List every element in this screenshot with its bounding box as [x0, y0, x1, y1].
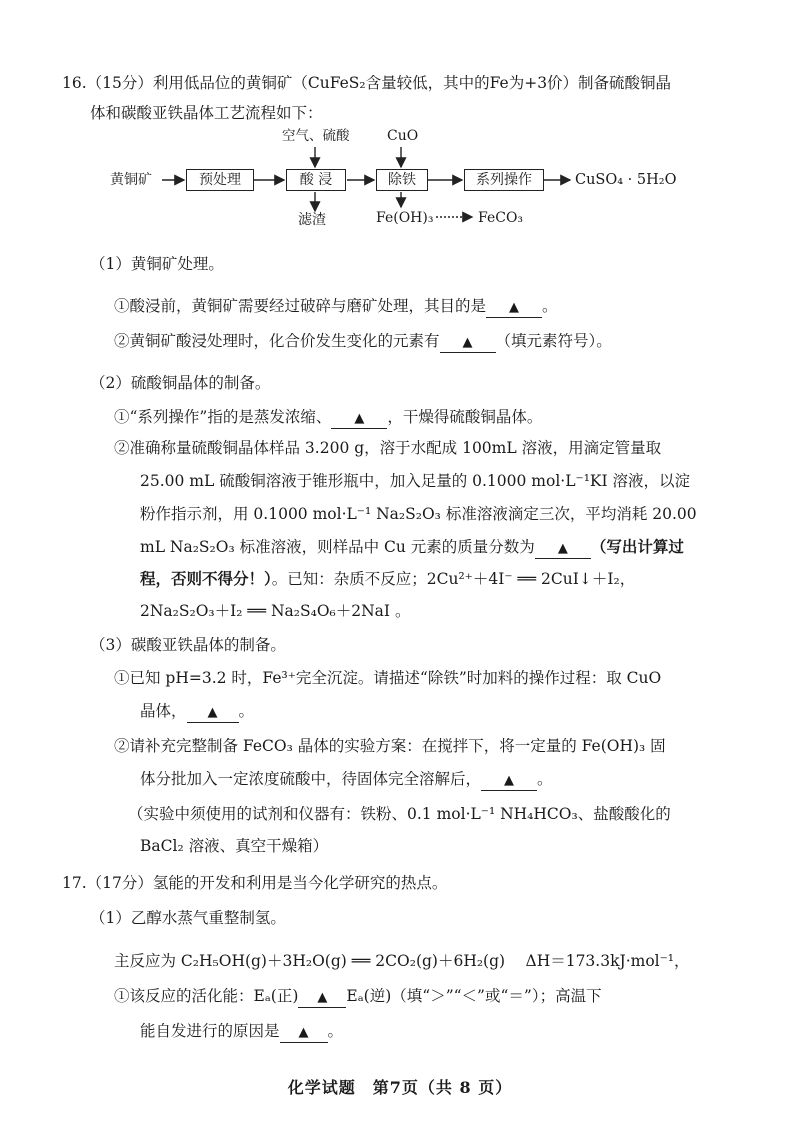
- flow-top-cuo: CuO: [387, 128, 419, 144]
- flow-step-pretreatment: 预处理: [186, 169, 254, 191]
- q16-part1-title: （1）黄铜矿处理。: [90, 255, 224, 273]
- answer-blank[interactable]: ▲: [280, 1022, 328, 1043]
- flow-product: CuSO₄ · 5H₂O: [575, 172, 677, 188]
- flow-bottom-residue: 滤渣: [298, 212, 326, 228]
- answer-blank[interactable]: ▲: [187, 702, 239, 723]
- q16-part3-sub1-line1: ①已知 pH=3.2 时，Fe³⁺完全沉淀。请描述“除铁”时加料的操作过程：取 CuO: [114, 669, 662, 687]
- q17-header: 17.（17分）氢能的开发和利用是当今化学研究的热点。: [62, 874, 448, 892]
- q16-part3-title: （3）碳酸亚铁晶体的制备。: [90, 636, 286, 654]
- flow-step-iron-removal: 除铁: [376, 169, 428, 191]
- flow-top-air-acid: 空气、硫酸: [282, 128, 350, 144]
- q16-note-line1: （实验中须使用的试剂和仪器有：铁粉、0.1 mol·L⁻¹ NH₄HCO₃、盐酸酸化的: [128, 805, 671, 823]
- q16-part2-sub2-line1: ②准确称量硫酸铜晶体样品 3.200 g，溶于水配成 100mL 溶液，用滴定管量取: [114, 439, 662, 457]
- q16-note-line2: BaCl₂ 溶液、真空干燥箱）: [140, 837, 329, 855]
- flow-step-series-operation: 系列操作: [464, 169, 544, 191]
- q16-part2-sub2-line4: mL Na₂S₂O₃ 标准溶液，则样品中 Cu 元素的质量分数为 ▲ （写出计算过: [140, 536, 684, 559]
- q16-part3-sub2-line1: ②请补充完整制备 FeCO₃ 晶体的实验方案：在搅拌下，将一定量的 Fe(OH)₃ 固: [114, 737, 666, 755]
- q16-header-line2: 体和碳酸亚铁晶体工艺流程如下：: [90, 104, 323, 122]
- q17-part1-sub1-line1: ①该反应的活化能：Eₐ(正) ▲ Eₐ(逆)（填“＞”“＜”或“＝”）；高温下: [114, 985, 602, 1008]
- q16-part1-sub2: ②黄铜矿酸浸处理时，化合价发生变化的元素有 ▲ （填元素符号）。: [114, 330, 612, 353]
- q16-header: 16.（15分）利用低品位的黄铜矿（CuFeS₂含量较低，其中的Fe为+3价）制备硫酸铜晶: [62, 74, 672, 92]
- answer-blank[interactable]: ▲: [486, 297, 542, 318]
- q16-part2-sub2-line5: 程，否则不得分！）。已知：杂质不反应；2Cu²⁺＋4I⁻ ══ 2CuI↓＋I₂，: [140, 569, 636, 588]
- answer-blank[interactable]: ▲: [331, 408, 387, 429]
- process-flow-diagram: [110, 127, 680, 227]
- q16-part1-sub1: ①酸浸前，黄铜矿需要经过破碎与磨矿处理，其目的是 ▲ 。: [114, 295, 558, 318]
- q16-part2-sub2-line3: 粉作指示剂，用 0.1000 mol·L⁻¹ Na₂S₂O₃ 标准溶液滴定三次，平均消耗 20.00: [140, 505, 697, 523]
- answer-blank[interactable]: ▲: [535, 538, 591, 559]
- flow-bottom-feco3: FeCO₃: [478, 210, 524, 226]
- q17-reaction: 主反应为 C₂H₅OH(g)＋3H₂O(g) ══ 2CO₂(g)＋6H₂(g) ΔH＝173.3kJ·mol⁻¹，: [114, 952, 690, 970]
- flow-bottom-feoh3: Fe(OH)₃: [376, 210, 434, 226]
- answer-blank[interactable]: ▲: [481, 770, 537, 791]
- q16-part2-sub2-line2: 25.00 mL 硫酸铜溶液于锥形瓶中，加入足量的 0.1000 mol·L⁻¹KI 溶液，以淀: [140, 472, 691, 490]
- q17-part1-title: （1）乙醇水蒸气重整制氢。: [90, 909, 286, 927]
- answer-blank[interactable]: ▲: [298, 987, 346, 1008]
- q16-part2-sub2-line6: 2Na₂S₂O₃＋I₂ ══ Na₂S₄O₆＋2NaI 。: [140, 602, 411, 620]
- answer-blank[interactable]: ▲: [440, 332, 496, 353]
- q16-part3-sub2-line2: 体分批加入一定浓度硫酸中，待固体完全溶解后， ▲ 。: [140, 768, 553, 791]
- page-footer: 化学试题 第7页（共 8 页）: [287, 1078, 513, 1097]
- flow-input-ore: 黄铜矿: [110, 172, 152, 188]
- flow-step-acid-leach: 酸 浸: [286, 169, 346, 191]
- q16-part2-sub1: ①“系列操作”指的是蒸发浓缩、 ▲ ，干燥得硫酸铜晶体。: [114, 406, 542, 429]
- q17-part1-sub1-line2: 能自发进行的原因是 ▲ 。: [140, 1020, 343, 1043]
- q16-part3-sub1-line2: 晶体， ▲ 。: [140, 700, 254, 723]
- q16-part2-title: （2）硫酸铜晶体的制备。: [90, 374, 271, 392]
